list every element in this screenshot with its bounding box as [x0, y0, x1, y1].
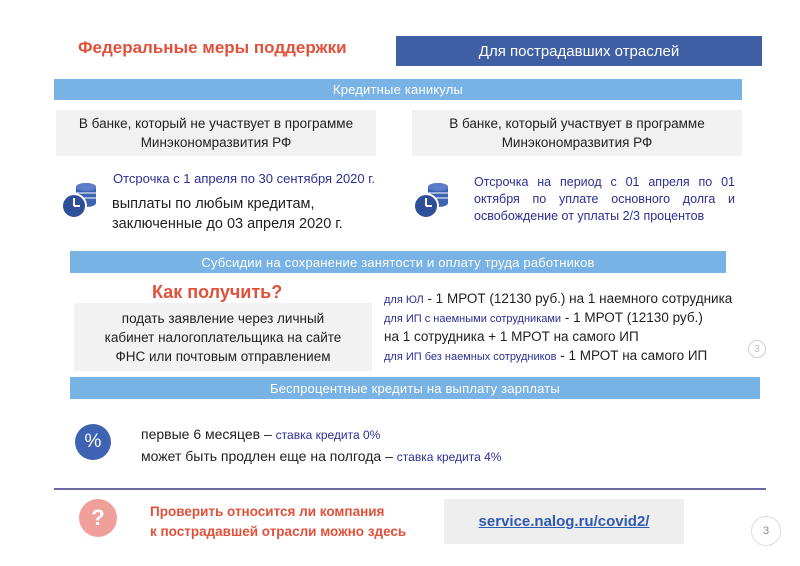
loan-line-first-months [141, 426, 380, 442]
question-icon: ? [79, 499, 117, 537]
circled-marker: 3 [748, 340, 766, 358]
loan-rate: ставка кредита 4% [396, 450, 502, 464]
mrot-text: на 1 сотрудника + 1 МРОТ на самого ИП [384, 329, 639, 344]
box-line: В банке, который участвует в программе [449, 116, 705, 131]
payments-line: выплаты по любым кредитам, [112, 196, 315, 212]
service-link-box [444, 499, 684, 544]
box-line: Минэкономразвития РФ [140, 135, 292, 150]
section-bar-interest-free-loans [70, 377, 760, 399]
header-band [396, 36, 762, 66]
mrot-line-ip-without-staff [384, 348, 707, 363]
mrot-label: для ЮЛ [384, 294, 424, 306]
loan-text: может быть продлен еще на полгода – [141, 448, 397, 464]
page-title: Федеральные меры поддержки [78, 38, 347, 57]
divider [54, 488, 766, 490]
coins-clock-icon [412, 178, 452, 220]
section-title: Кредитные каникулы [332, 82, 464, 97]
check-industry-text [150, 502, 406, 542]
section-title: Субсидии на сохранение занятости и оплату труда работников [201, 254, 595, 270]
payments-text [112, 194, 343, 234]
apply-line: ФНС или почтовым отправлением [115, 348, 331, 364]
deferral-period-left: Отсрочка с 1 апреля по 30 сентября 2020 г. [113, 171, 376, 186]
section-bar-credit-holidays [54, 79, 742, 100]
apply-line: кабинет налогоплательщика на сайте [104, 329, 342, 345]
loan-rate: ставка кредита 0% [275, 428, 381, 442]
apply-line: подать заявление через личный [121, 310, 325, 326]
box-line: В банке, который не участвует в программе [78, 116, 354, 131]
header-band-label: Для пострадавших отраслей [478, 42, 680, 60]
check-line: к пострадавшей отрасли можно здесь [150, 524, 407, 539]
mrot-text: - 1 МРОТ (12130 руб.) на 1 наемного сотрудника [423, 291, 733, 306]
page-number: 3 [751, 516, 781, 546]
section-title: Беспроцентные кредиты на выплату зарплаты [270, 380, 560, 396]
payments-line: заключенные до 03 апреля 2020 г. [112, 216, 343, 232]
mrot-text: - 1 МРОТ (12130 руб.) [561, 310, 703, 325]
percent-icon: % [75, 424, 111, 460]
deferral-period-right: Отсрочка на период с 01 апреля по 01 октября по уплате основного долга и освобождение от уплаты 2/3 процентов [474, 175, 735, 223]
how-to-get-title: Как получить? [152, 282, 283, 302]
mrot-label: для ИП с наемными сотрудниками [384, 313, 562, 325]
mrot-line-ip-with-staff-continued [384, 329, 639, 344]
box-line: Минэкономразвития РФ [501, 135, 653, 150]
check-line: Проверить относится ли компания [150, 504, 385, 519]
apply-instructions-box [74, 303, 372, 371]
mrot-text: - 1 МРОТ на самого ИП [556, 348, 708, 363]
bank-not-participating-box [56, 110, 376, 156]
loan-line-extension [141, 448, 501, 464]
bank-participating-box [412, 110, 742, 156]
mrot-label: для ИП без наемных сотрудников [384, 351, 557, 363]
loan-text: первые 6 месяцев – [141, 426, 276, 442]
mrot-line-ip-with-staff [384, 310, 703, 325]
service-link[interactable]: service.nalog.ru/covid2/ [478, 513, 650, 530]
coins-clock-icon [60, 178, 100, 220]
mrot-line-legal-entity [384, 291, 732, 306]
section-bar-subsidies [70, 251, 726, 273]
